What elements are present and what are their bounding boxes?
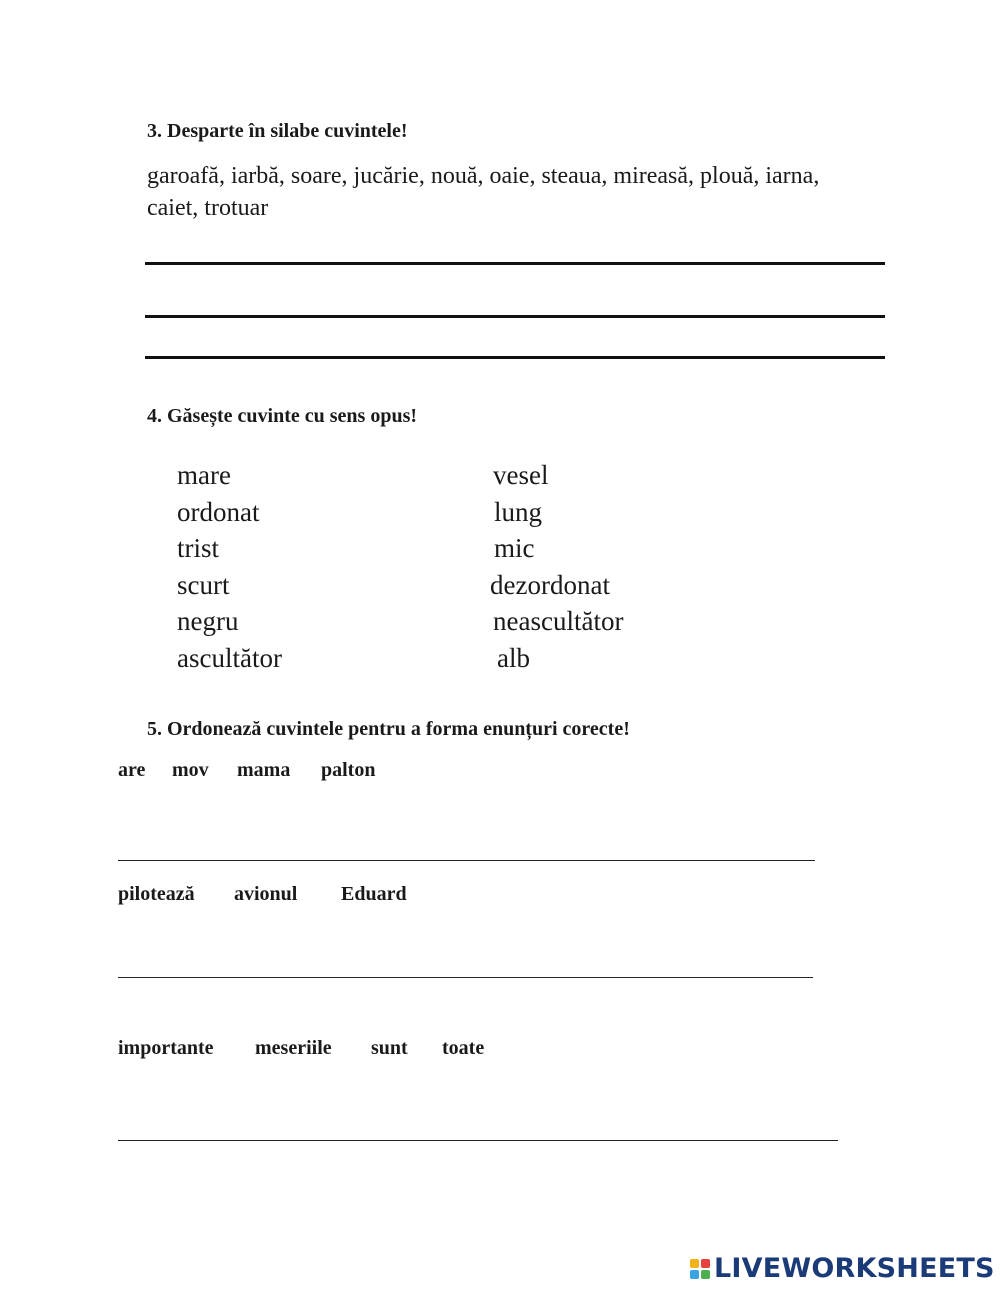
logo-text: LIVEWORKSHEETS [714, 1253, 995, 1284]
scrambled-word: sunt [371, 1037, 408, 1059]
left-word: scurt [177, 570, 230, 600]
answer-line-3-2[interactable] [145, 315, 885, 318]
scrambled-word: importante [118, 1037, 214, 1059]
left-word: mare [177, 460, 231, 490]
scrambled-word: toate [442, 1037, 485, 1059]
left-word: ascultător [177, 643, 282, 673]
logo-square [690, 1270, 699, 1279]
section-3-words-line-1: garoafă, iarbă, soare, jucărie, nouă, oaie, steaua, mireasă, plouă, iarna, [147, 163, 820, 189]
scrambled-word: meseriile [255, 1037, 332, 1059]
scrambled-word: mov [172, 759, 209, 781]
answer-line-3-3[interactable] [145, 356, 885, 359]
right-word[interactable]: alb [497, 643, 530, 673]
answer-line-3-1[interactable] [145, 262, 885, 265]
right-word[interactable]: lung [494, 497, 543, 527]
left-word: ordonat [177, 497, 260, 527]
liveworksheets-logo[interactable] [690, 1253, 995, 1284]
left-word: trist [177, 533, 220, 563]
left-word: negru [177, 606, 239, 636]
logo-square [701, 1270, 710, 1279]
right-word[interactable]: dezordonat [490, 570, 610, 600]
scrambled-word: avionul [234, 883, 298, 905]
answer-line-5-1[interactable] [118, 860, 815, 861]
section-4-heading: 4. Găsește cuvinte cu sens opus! [147, 405, 418, 427]
scrambled-word: palton [321, 759, 376, 781]
answer-line-5-3[interactable] [118, 1140, 838, 1141]
answer-line-5-2[interactable] [118, 977, 813, 978]
scrambled-word: are [118, 759, 146, 781]
right-word[interactable]: neascultător [493, 606, 624, 636]
section-5-heading: 5. Ordonează cuvintele pentru a forma enunțuri corecte! [147, 718, 630, 740]
logo-mark-icon [690, 1259, 710, 1279]
scrambled-word: mama [237, 759, 291, 781]
scrambled-word: pilotează [118, 883, 195, 905]
right-word[interactable]: mic [494, 533, 535, 563]
scrambled-word: Eduard [341, 883, 407, 905]
section-3-heading: 3. Desparte în silabe cuvintele! [147, 120, 408, 142]
right-word[interactable]: vesel [493, 460, 549, 490]
section-3-words-line-2: caiet, trotuar [147, 195, 269, 221]
logo-square [690, 1259, 699, 1268]
logo-square [701, 1259, 710, 1268]
